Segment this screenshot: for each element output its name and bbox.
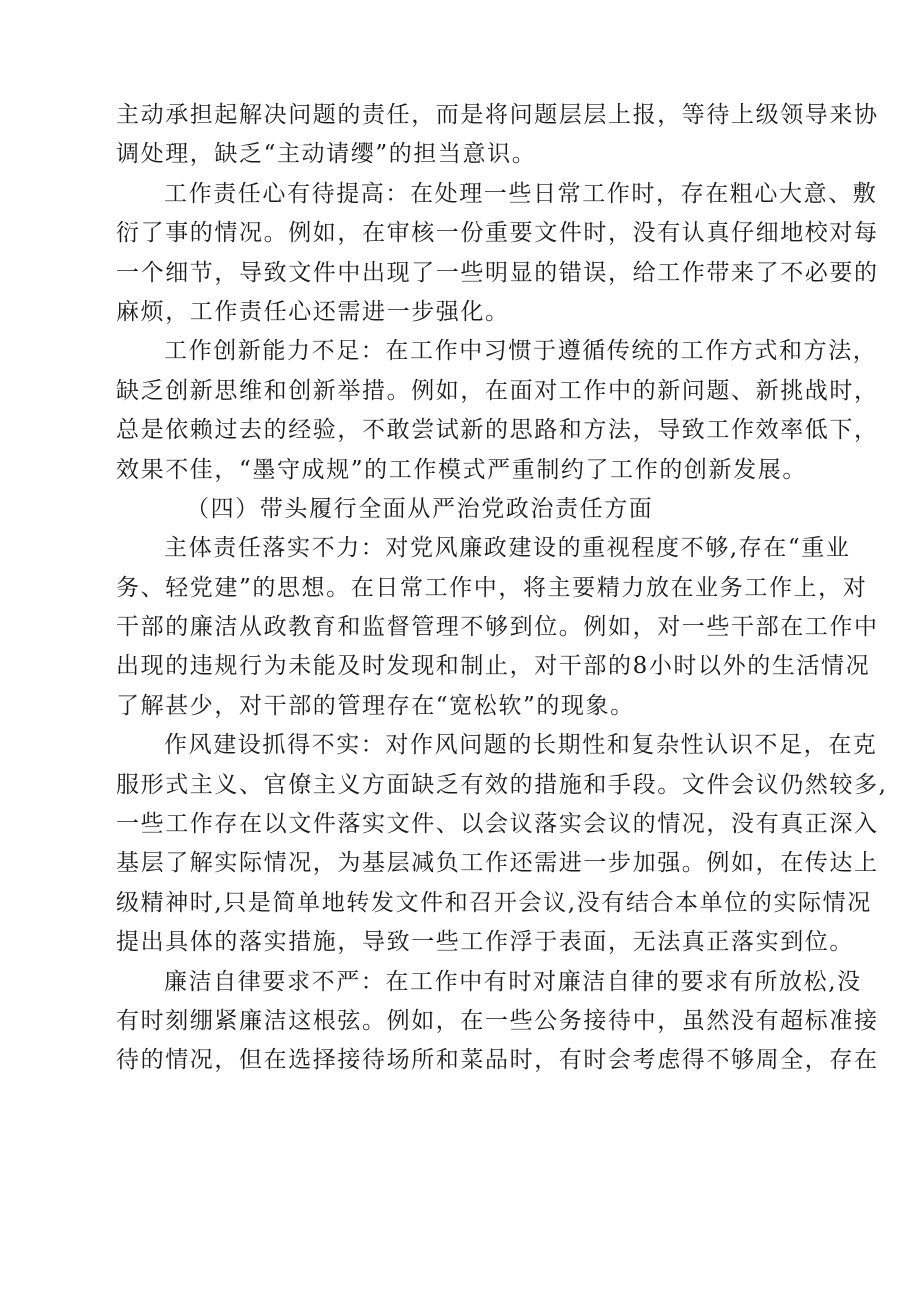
text-line: 缺乏创新思维和创新举措。例如，在面对工作中的新问题、新挑战时， (116, 377, 879, 404)
paragraph-start: 工作创新能力不足：在工作中习惯于遵循传统的工作方式和方法， (164, 338, 878, 365)
text-line: 效果不佳，“墨守成规”的工作模式严重制约了工作的创新发展。 (116, 456, 807, 483)
text-line: 一些工作存在以文件落实文件、以会议落实会议的情况，没有真正深入 (116, 811, 879, 838)
paragraph-start: 主体责任落实不力：对党风廉政建设的重视程度不够,存在“重业 (164, 535, 851, 562)
text-line: 衍了事的情况。例如，在审核一份重要文件时，没有认真仔细地校对每 (116, 220, 879, 247)
paragraph-start: 工作责任心有待提高：在处理一些日常工作时，存在粗心大意、敷 (164, 180, 878, 207)
text-line: 提出具体的落实措施，导致一些工作浮于表面，无法真正落实到位。 (116, 929, 854, 956)
text-line: 待的情况，但在选择接待场所和菜品时，有时会考虑得不够周全，存在 (116, 1047, 879, 1074)
text-line: 一个细节，导致文件中出现了一些明显的错误，给工作带来了不必要的 (116, 259, 879, 286)
text-line: 调处理，缺乏“主动请缨”的担当意识。 (116, 141, 537, 168)
text-line: 服形式主义、官僚主义方面缺乏有效的措施和手段。文件会议仍然较多, (116, 771, 888, 798)
text-line: 主动承担起解决问题的责任，而是将问题层层上报，等待上级领导来协 (116, 102, 879, 128)
text-line: 麻烦，工作责任心还需进一步强化。 (116, 298, 510, 325)
section-heading: （四）带头履行全面从严治党政治责任方面 (186, 495, 654, 522)
paragraph-start: 作风建设抓得不实：对作风问题的长期性和复杂性认识不足，在克 (164, 732, 878, 759)
text-line: 干部的廉洁从政教育和监督管理不够到位。例如，对一些干部在工作中 (116, 614, 879, 641)
text-line: 了解甚少，对干部的管理存在“宽松软”的现象。 (116, 692, 635, 719)
text-line: 有时刻绷紧廉洁这根弦。例如，在一些公务接待中，虽然没有超标准接 (116, 1007, 879, 1034)
paragraph-start: 廉洁自律要求不严：在工作中有时对廉洁自律的要求有所放松,没 (164, 968, 862, 995)
text-line: 务、轻党建”的思想。在日常工作中，将主要精力放在业务工作上，对 (116, 574, 868, 601)
text-line: 出现的违规行为未能及时发现和制止，对干部的8小时以外的生活情况 (116, 653, 871, 680)
text-line: 级精神时,只是简单地转发文件和召开会议,没有结合本单位的实际情况 (116, 889, 872, 916)
text-line: 总是依赖过去的经验，不敢尝试新的思路和方法，导致工作效率低下， (116, 417, 879, 444)
document-body (116, 96, 888, 1081)
text-line: 基层了解实际情况，为基层减负工作还需进一步加强。例如，在传达上 (116, 850, 879, 877)
